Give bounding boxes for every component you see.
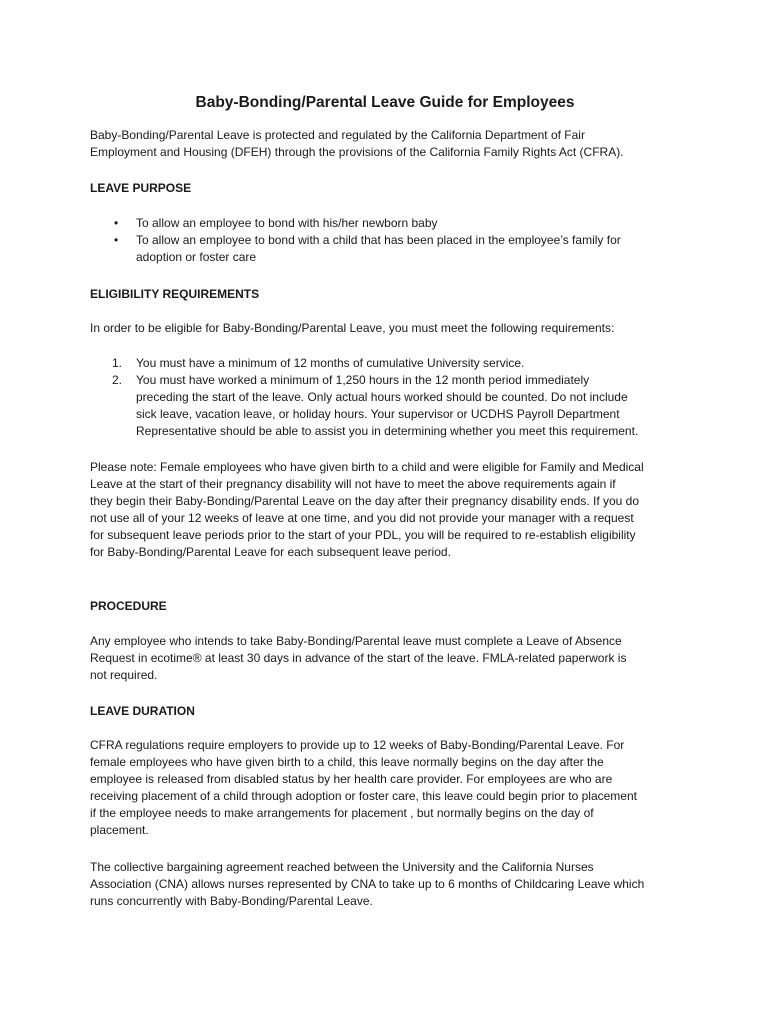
bullet-icon: • [114, 216, 119, 230]
cna-line: runs concurrently with Baby-Bonding/Parental Leave. [90, 894, 373, 908]
intro-paragraph [90, 127, 690, 161]
cna-line: The collective bargaining agreement reached between the University and the California Nurses [90, 860, 594, 874]
note-line: for Baby-Bonding/Parental Leave for each subsequent leave period. [90, 545, 451, 559]
note-line: not use all of your 12 weeks of leave at one time, and you did not provide your manager with a request [90, 511, 634, 525]
eligibility-requirements-list [112, 355, 692, 440]
duration-line: if the employee needs to make arrangements for placement , but normally begins on the day of [90, 806, 594, 820]
leave-purpose-list [112, 215, 672, 266]
bullet-icon: • [114, 233, 119, 247]
list-item-line: To allow an employee to bond with his/her newborn baby [136, 216, 438, 230]
note-line: Leave at the start of their pregnancy disability will not have to meet the above requirements again if [90, 477, 616, 491]
procedure-line: not required. [90, 668, 158, 682]
list-item [112, 215, 672, 232]
procedure-line: Any employee who intends to take Baby-Bonding/Parental leave must complete a Leave of Absence [90, 634, 622, 648]
cna-paragraph [90, 859, 690, 910]
note-line: for subsequent leave periods prior to the start of your PDL, you will be required to re-establish eligibility [90, 528, 636, 542]
duration-line: receiving placement of a child through adoption or foster care, this leave could begin prior to placement [90, 789, 637, 803]
leave-duration-heading: LEAVE DURATION [90, 704, 195, 718]
intro-line: Baby-Bonding/Parental Leave is protected and regulated by the California Department of Fair [90, 128, 585, 142]
duration-line: employee is released from disabled status by her health care provider. For employees are who are [90, 772, 613, 786]
list-item [112, 355, 692, 372]
list-item-line: You must have worked a minimum of 1,250 hours in the 12 month period immediately [136, 373, 590, 387]
leave-duration-paragraph [90, 737, 690, 839]
duration-line: female employees who have given birth to a child, this leave normally begins on the day after the [90, 755, 604, 769]
list-item-line: You must have a minimum of 12 months of cumulative University service. [136, 356, 525, 370]
eligibility-note-paragraph [90, 459, 690, 561]
procedure-paragraph [90, 633, 690, 684]
note-line: they begin their Baby-Bonding/Parental Leave on the day after their pregnancy disability ends. If you do [90, 494, 640, 508]
list-number: 1. [112, 356, 123, 370]
duration-line: CFRA regulations require employers to provide up to 12 weeks of Baby-Bonding/Parental Leave. For [90, 738, 625, 752]
eligibility-intro: In order to be eligible for Baby-Bonding/Parental Leave, you must meet the following requirements: [90, 321, 615, 335]
eligibility-heading: ELIGIBILITY REQUIREMENTS [90, 287, 260, 301]
list-item-line: Representative should be able to assist you in determining whether you meet this requirement. [136, 424, 639, 438]
note-line: Please note: Female employees who have given birth to a child and were eligible for Family and Medical [90, 460, 644, 474]
list-item [112, 232, 672, 266]
procedure-line: Request in ecotime® at least 30 days in advance of the start of the leave. FMLA-related paperwork is [90, 651, 627, 665]
list-item-line: preceding the start of the leave. Only actual hours worked should be counted. Do not include [136, 390, 628, 404]
leave-purpose-heading: LEAVE PURPOSE [90, 181, 192, 195]
list-item-line: sick leave, vacation leave, or holiday hours. Your supervisor or UCDHS Payroll Department [136, 407, 620, 421]
procedure-heading: PROCEDURE [90, 599, 167, 613]
intro-line: Employment and Housing (DFEH) through the provisions of the California Family Rights Act (CFRA). [90, 145, 624, 159]
document-title: Baby-Bonding/Parental Leave Guide for Employees [195, 94, 575, 111]
list-item-line: adoption or foster care [136, 250, 257, 264]
duration-line: placement. [90, 823, 149, 837]
cna-line: Association (CNA) allows nurses represented by CNA to take up to 6 months of Childcaring Leave which [90, 877, 645, 891]
list-item [112, 372, 692, 440]
list-item-line: To allow an employee to bond with a child that has been placed in the employee’s family for [136, 233, 621, 247]
list-number: 2. [112, 373, 123, 387]
